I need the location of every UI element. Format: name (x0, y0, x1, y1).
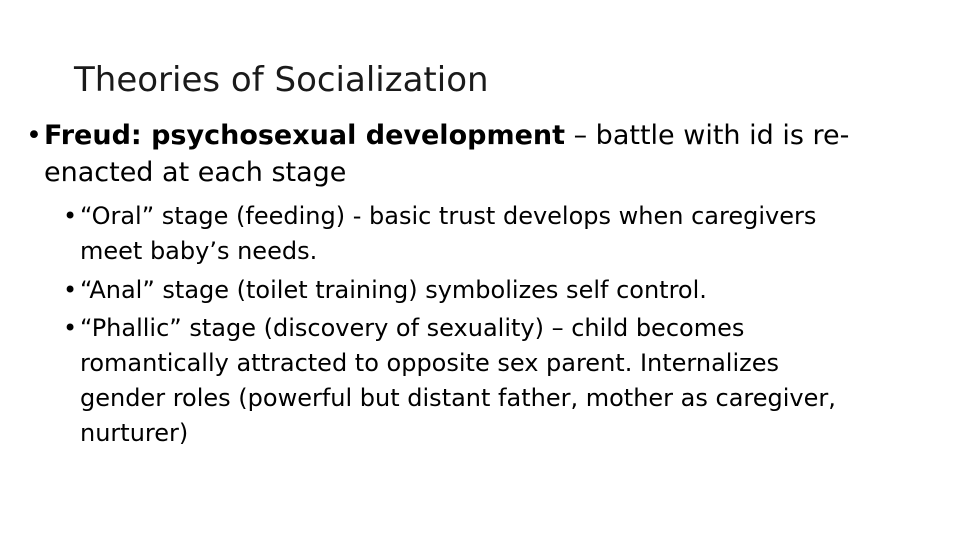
main-point-bold-lead: Freud: psychosexual development (44, 120, 566, 151)
bullet-icon: • (63, 314, 78, 342)
sub-point-text: “Phallic” stage (discovery of sexuality) – child becomes romantically attracted to opposite sex parent. Internalizes gender roles (powerful but distant father, mother as caregiver, nurturer) (80, 314, 836, 447)
sub-bullet-oral-stage (63, 199, 870, 269)
sub-bullet-phallic-stage (63, 311, 870, 451)
sub-bullet-anal-stage (63, 273, 870, 308)
sub-point-text: “Oral” stage (feeding) - basic trust develops when caregivers meet baby’s needs. (80, 202, 817, 265)
bullet-icon: • (63, 202, 78, 230)
bullet-icon: • (63, 276, 78, 304)
slide-title: Theories of Socialization (74, 60, 489, 100)
bullet-icon: • (26, 120, 42, 151)
sub-point-text: “Anal” stage (toilet training) symbolizes self control. (80, 276, 707, 304)
main-point-text: – battle with id is re-enacted at each stage (44, 120, 850, 188)
main-bullet-point (26, 117, 884, 191)
